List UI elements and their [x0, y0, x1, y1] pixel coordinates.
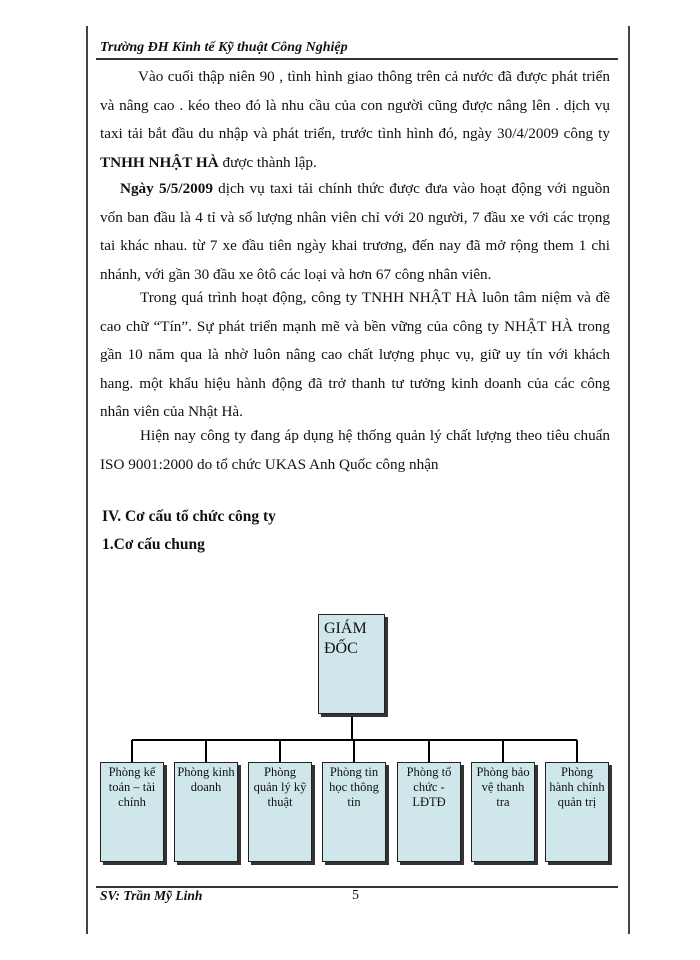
section-subheading: 1.Cơ cấu chung	[102, 536, 205, 553]
footer-author: SV: Trần Mỹ Linh	[100, 888, 203, 903]
paragraph-launch-rest: dịch vụ taxi tải chính thức được đưa vào hoạt động với nguồn vốn ban đầu là 4 tỉ và số lượng nhân viên chỉ với 20 người, 7 đầu xe với các trọng tai khác nhau. từ 7 xe đầu tiên ngày khai trương, đến nay đã mở rộng them 1 chi nhánh, với gần 30 đầu xe ôtô các loại và hơn 67 công nhân viên.	[100, 180, 610, 283]
org-dept-personnel: Phòng tổ chức - LĐTĐ	[397, 762, 461, 862]
page-number: 5	[352, 888, 359, 903]
header-school-name: Trường ĐH Kinh tế Kỹ thuật Công Nghiệp	[100, 40, 348, 55]
org-director-box: GIÁM ĐỐC	[318, 614, 385, 714]
paragraph-iso: Hiện nay công ty đang áp dụng hệ thống quản lý chất lượng theo tiêu chuẩn ISO 9001:2000 do tổ chức UKAS Anh Quốc công nhận	[100, 427, 610, 473]
org-dept-sales: Phòng kinh doanh	[174, 762, 238, 862]
org-dept-technical: Phòng quản lý kỹ thuật	[248, 762, 312, 862]
launch-date-emphasis: Ngày 5/5/2009	[120, 180, 213, 197]
org-dept-admin: Phòng hành chính quản trị	[545, 762, 609, 862]
paragraph-history-pre: Vào cuối thập niên 90 , tình hình giao thông trên cả nước đã được phát triển và nâng cao . kéo theo đó là nhu cầu của con người cũng được nâng lên . dịch vụ taxi tải bắt đầu du nhập và phát triển, trước tình hình đó, ngày 30/4/2009 công ty	[100, 68, 610, 142]
org-dept-security: Phòng bảo vệ thanh tra	[471, 762, 535, 862]
paragraph-values: Trong quá trình hoạt động, công ty TNHH NHẬT HÀ luôn tâm niệm và đề cao chữ “Tín”. Sự phát triển mạnh mẽ và bền vững của công ty NHẬT HÀ trong gần 10 năm qua là nhờ luôn nâng cao chất lượng phục vụ, giữ uy tín với khách hang. một khẩu hiệu hành động đã trở thanh tư tưởng kinh doanh của các công nhân viên của Nhật Hà.	[100, 289, 610, 420]
paragraph-launch	[100, 175, 610, 289]
header-rule	[96, 58, 618, 60]
org-dept-it: Phòng tin học thông tin	[322, 762, 386, 862]
paragraph-history	[100, 63, 610, 177]
company-name-emphasis: TNHH NHẬT HÀ	[100, 153, 219, 171]
org-dept-accounting: Phòng kế toán – tài chính	[100, 762, 164, 862]
section-heading: IV. Cơ cấu tổ chức công ty	[102, 508, 276, 525]
paragraph-history-post: được thành lập.	[218, 153, 317, 171]
